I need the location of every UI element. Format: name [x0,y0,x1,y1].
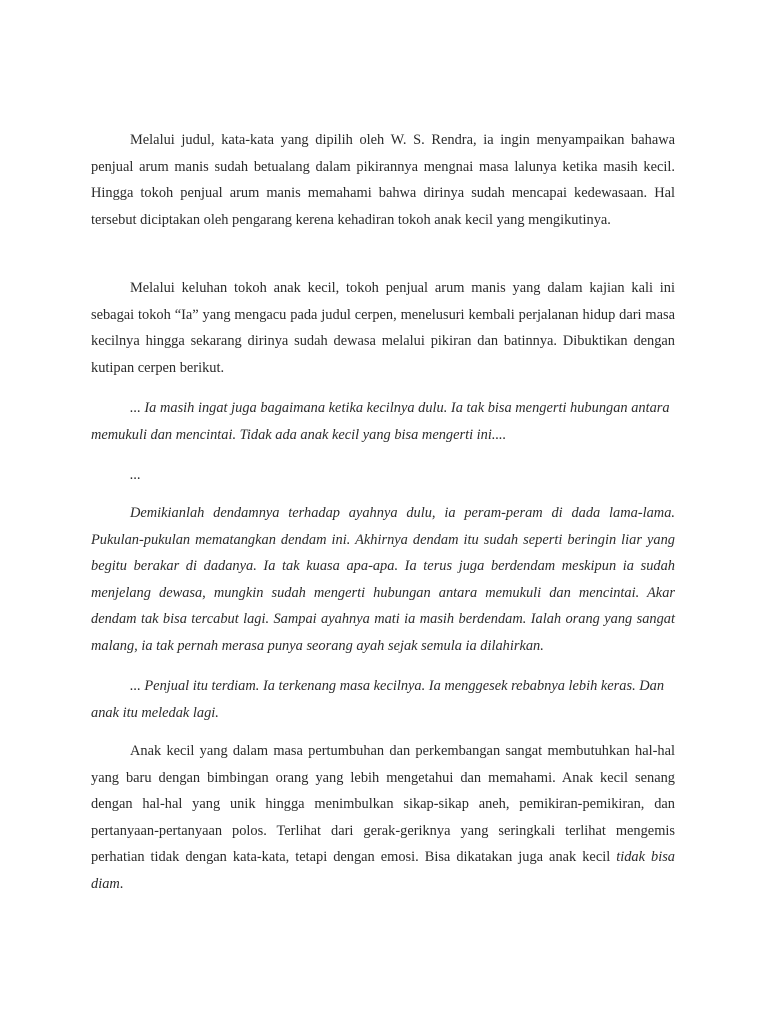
quote-2 [91,500,675,660]
quote-ellipsis [91,462,675,489]
paragraph-2-text: Melalui keluhan tokoh anak kecil, tokoh penjual arum manis yang dalam kajian kali ini sebagai tokoh “Ia” yang mengacu pada judul cerpen, menelusuri kembali perjalanan hidup dari masa kecilnya hingga sekarang dirinya sudah dewasa melalui pikiran dan batinnya. Dibuktikan dengan kutipan cerpen berikut. [91,280,675,376]
quote-ellipsis-text: ... [130,467,141,483]
quote-2-text: Demikianlah dendamnya terhadap ayahnya dulu, ia peram-peram di dada lama-lama. Pukulan-pukulan mematangkan dendam ini. Akhirnya dendam itu sudah seperti beringin liar yang begitu berakar di dadanya. Ia tak kuasa apa-apa. Ia terus juga berdendam meskipun ia sudah menjelang dewasa, mungkin sudah mengerti hubungan antara memukuli dan mencintai. Akar dendam tak bisa tercabut lagi. Sampai ayahnya mati ia masih berdendam. Ialah orang yang sangat malang, ia tak pernah merasa punya seorang ayah sejak semula ia dilahirkan. [91,505,675,654]
paragraph-1-text: Melalui judul, kata-kata yang dipilih oleh W. S. Rendra, ia ingin menyampaikan bahawa penjual arum manis sudah betualang dalam pikirannya mengnai masa lalunya ketika masih kecil. Hingga tokoh penjual arum manis memahami bahwa dirinya sudah mencapai kedewasaan. Hal tersebut diciptakan oleh pengarang kerena kehadiran tokoh anak kecil yang mengikutinya. [91,132,675,228]
paragraph-3-text [91,738,675,898]
paragraph-2 [91,275,675,381]
paragraph-3-main: Anak kecil yang dalam masa pertumbuhan dan perkembangan sangat membutuhkan hal-hal yang baru dengan bimbingan orang yang lebih mengetahui dan memahami. Anak kecil senang dengan hal-hal yang unik hingga menimbulkan sikap-sikap aneh, pemikiran-pemikiran, dan pertanyaan-pertanyaan polos. Terlihat dari gerak-geriknya yang seringkali terlihat mengemis perhatian tidak dengan kata-kata, tetapi dengan emosi. Bisa dikatakan juga anak kecil [91,743,675,866]
quote-1-text: ... Ia masih ingat juga bagaimana ketika kecilnya dulu. Ia tak bisa mengerti hubungan antara memukuli dan mencintai. Tidak ada anak kecil yang bisa mengerti ini.... [91,400,670,443]
paragraph-3 [91,738,675,898]
quote-1 [91,395,675,448]
paragraph-3-italic-phrase: tidak bisa diam [91,849,675,892]
paragraph-1 [91,127,675,233]
quote-3-text: ... Penjual itu terdiam. Ia terkenang masa kecilnya. Ia menggesek rebabnya lebih keras. Dan anak itu meledak lagi. [91,678,665,721]
paragraph-3-end: . [119,875,124,892]
quote-3 [91,673,675,726]
